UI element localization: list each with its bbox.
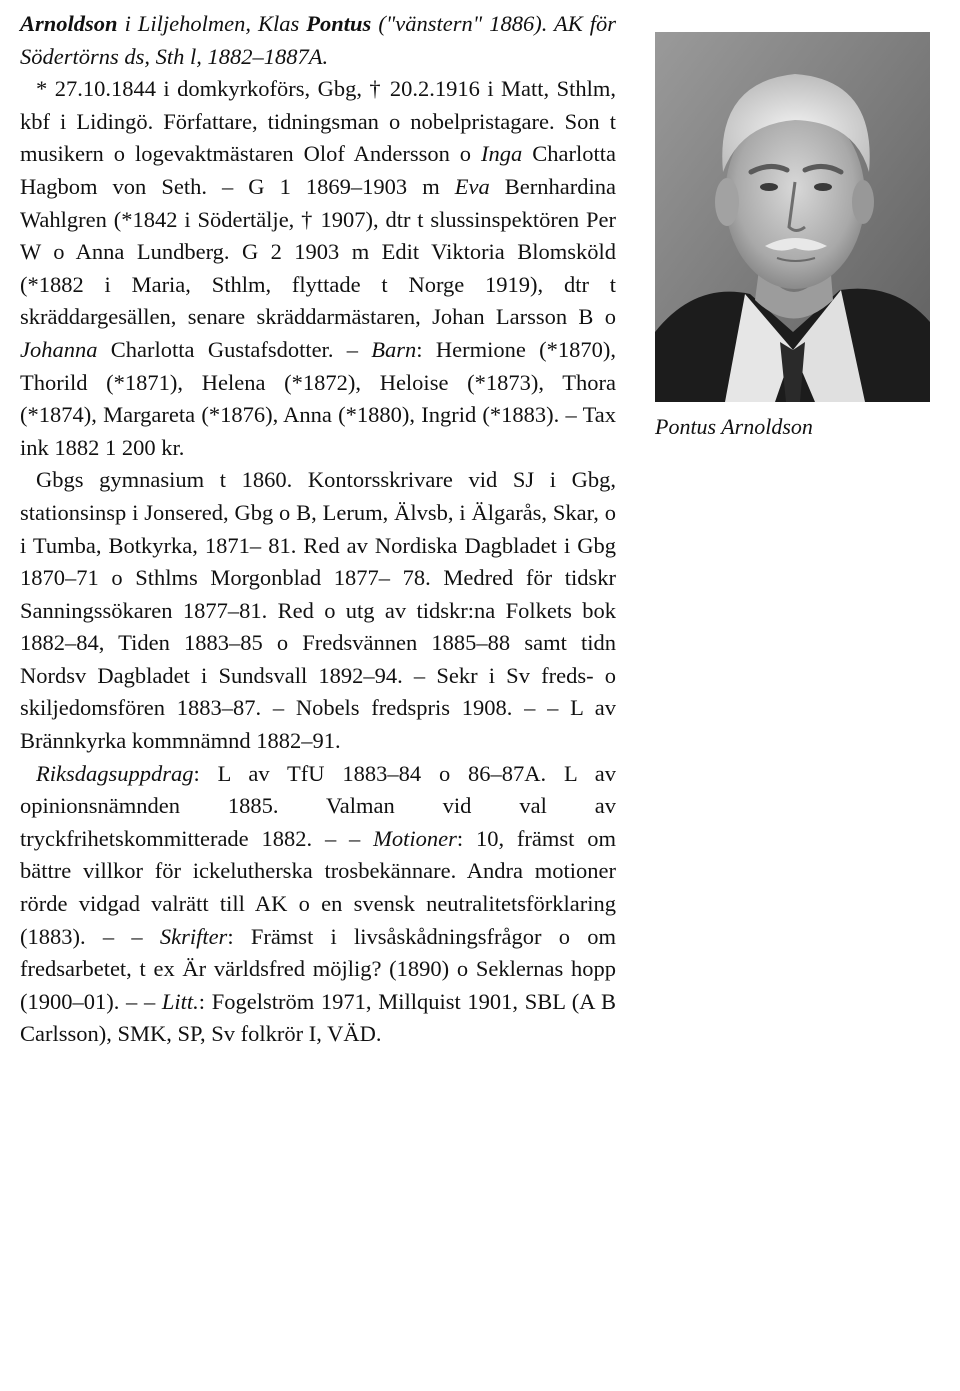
motioner-label: Motioner [373,825,457,851]
surname: Arnoldson [20,11,118,36]
entry-heading: Arnoldson i Liljeholmen, Klas Pontus ("vänstern" 1886). AK för Södertörns ds, Sth l, 1882–1887A. [20,11,616,69]
riksdag-label: Riksdagsuppdrag [36,760,194,786]
portrait-photo [655,32,930,402]
career-paragraph: Gbgs gymnasium t 1860. Kontorsskrivare vid SJ i Gbg, stationsinsp i Jonsered, Gbg o B, Lerum, Älvsb, i Älgarås, Skar, o i Tumba, Botkyrka, 1871– 81. Red av Nordiska Dagbladet i Gbg 1870–71 o Sthlms Morgonblad 1877– 78. Medred för tidskr Sanningssökaren 1877–81. Red o utg av tidskr:na Folkets bok 1882–84, Tiden 1883–85 o Fredsvännen 1885–88 samt tidn Nordsv Dagbladet i Sundsvall 1892–94. – Sekr i Sv freds- o skiljedomsfören 1883–87. – Nobels fredspris 1908. – – L av Brännkyrka kommnämnd 1882–91. [20,467,616,754]
given-name: Pontus [306,11,372,36]
riksdag-paragraph: Riksdagsuppdrag: L av TfU 1883–84 o 86–87A. L av opinionsnämnden 1885. Valman vid val av tryckfrihetskommitterade 1882. – – Motioner: 10, främst om bättre villkor för ickelutherska trosbekännare. Andra motioner rörde vidgad valrätt till AK o en svensk neutralitetsförklaring (1883). – – Skrifter: Främst i livsåskådningsfrågor o om fredsarbetet, t ex Är världsfred möjlig? (1890) o Seklernas hopp (1900–01). – – Litt.: Fogelström 1971, Millquist 1901, SBL (A B Carlsson), SMK, SP, Sv folkrör I, VÄD. [20,760,617,1047]
portrait-caption: Pontus Arnoldson [655,414,813,439]
skrifter-label: Skrifter [159,923,228,949]
portrait-image [655,32,930,402]
litt-label: Litt. [161,988,199,1014]
family-paragraph: * 27.10.1844 i domkyrkoförs, Gbg, † 20.2.1916 i Matt, Sthlm, kbf i Lidingö. Författare, tidningsman o nobelpristagare. Son t musikern o logevaktmästaren Olof Andersson o Inga Charlotta Hagbom von Seth. – G 1 1869–1903 m Eva Bernhardina Wahlgren (*1842 i Södertälje, † 1907), dtr t slussinspektören Per W o Anna Lundberg. G 2 1903 m Edit Viktoria Blomsköld (*1882 i Maria, Sthlm, flyttade t Norge 1919), dtr t skräddargesällen, senare skräddarmästaren, Johan Larsson B o Johanna Charlotta Gustafsdotter. – Barn: Hermione (*1870), Thorild (*1871), Helena (*1872), Heloise (*1873), Thora (*1874), Margareta (*1876), Anna (*1880), Ingrid (*1883). – Tax ink 1882 1 200 kr. [20,76,617,460]
biography-column [20,8,616,1051]
